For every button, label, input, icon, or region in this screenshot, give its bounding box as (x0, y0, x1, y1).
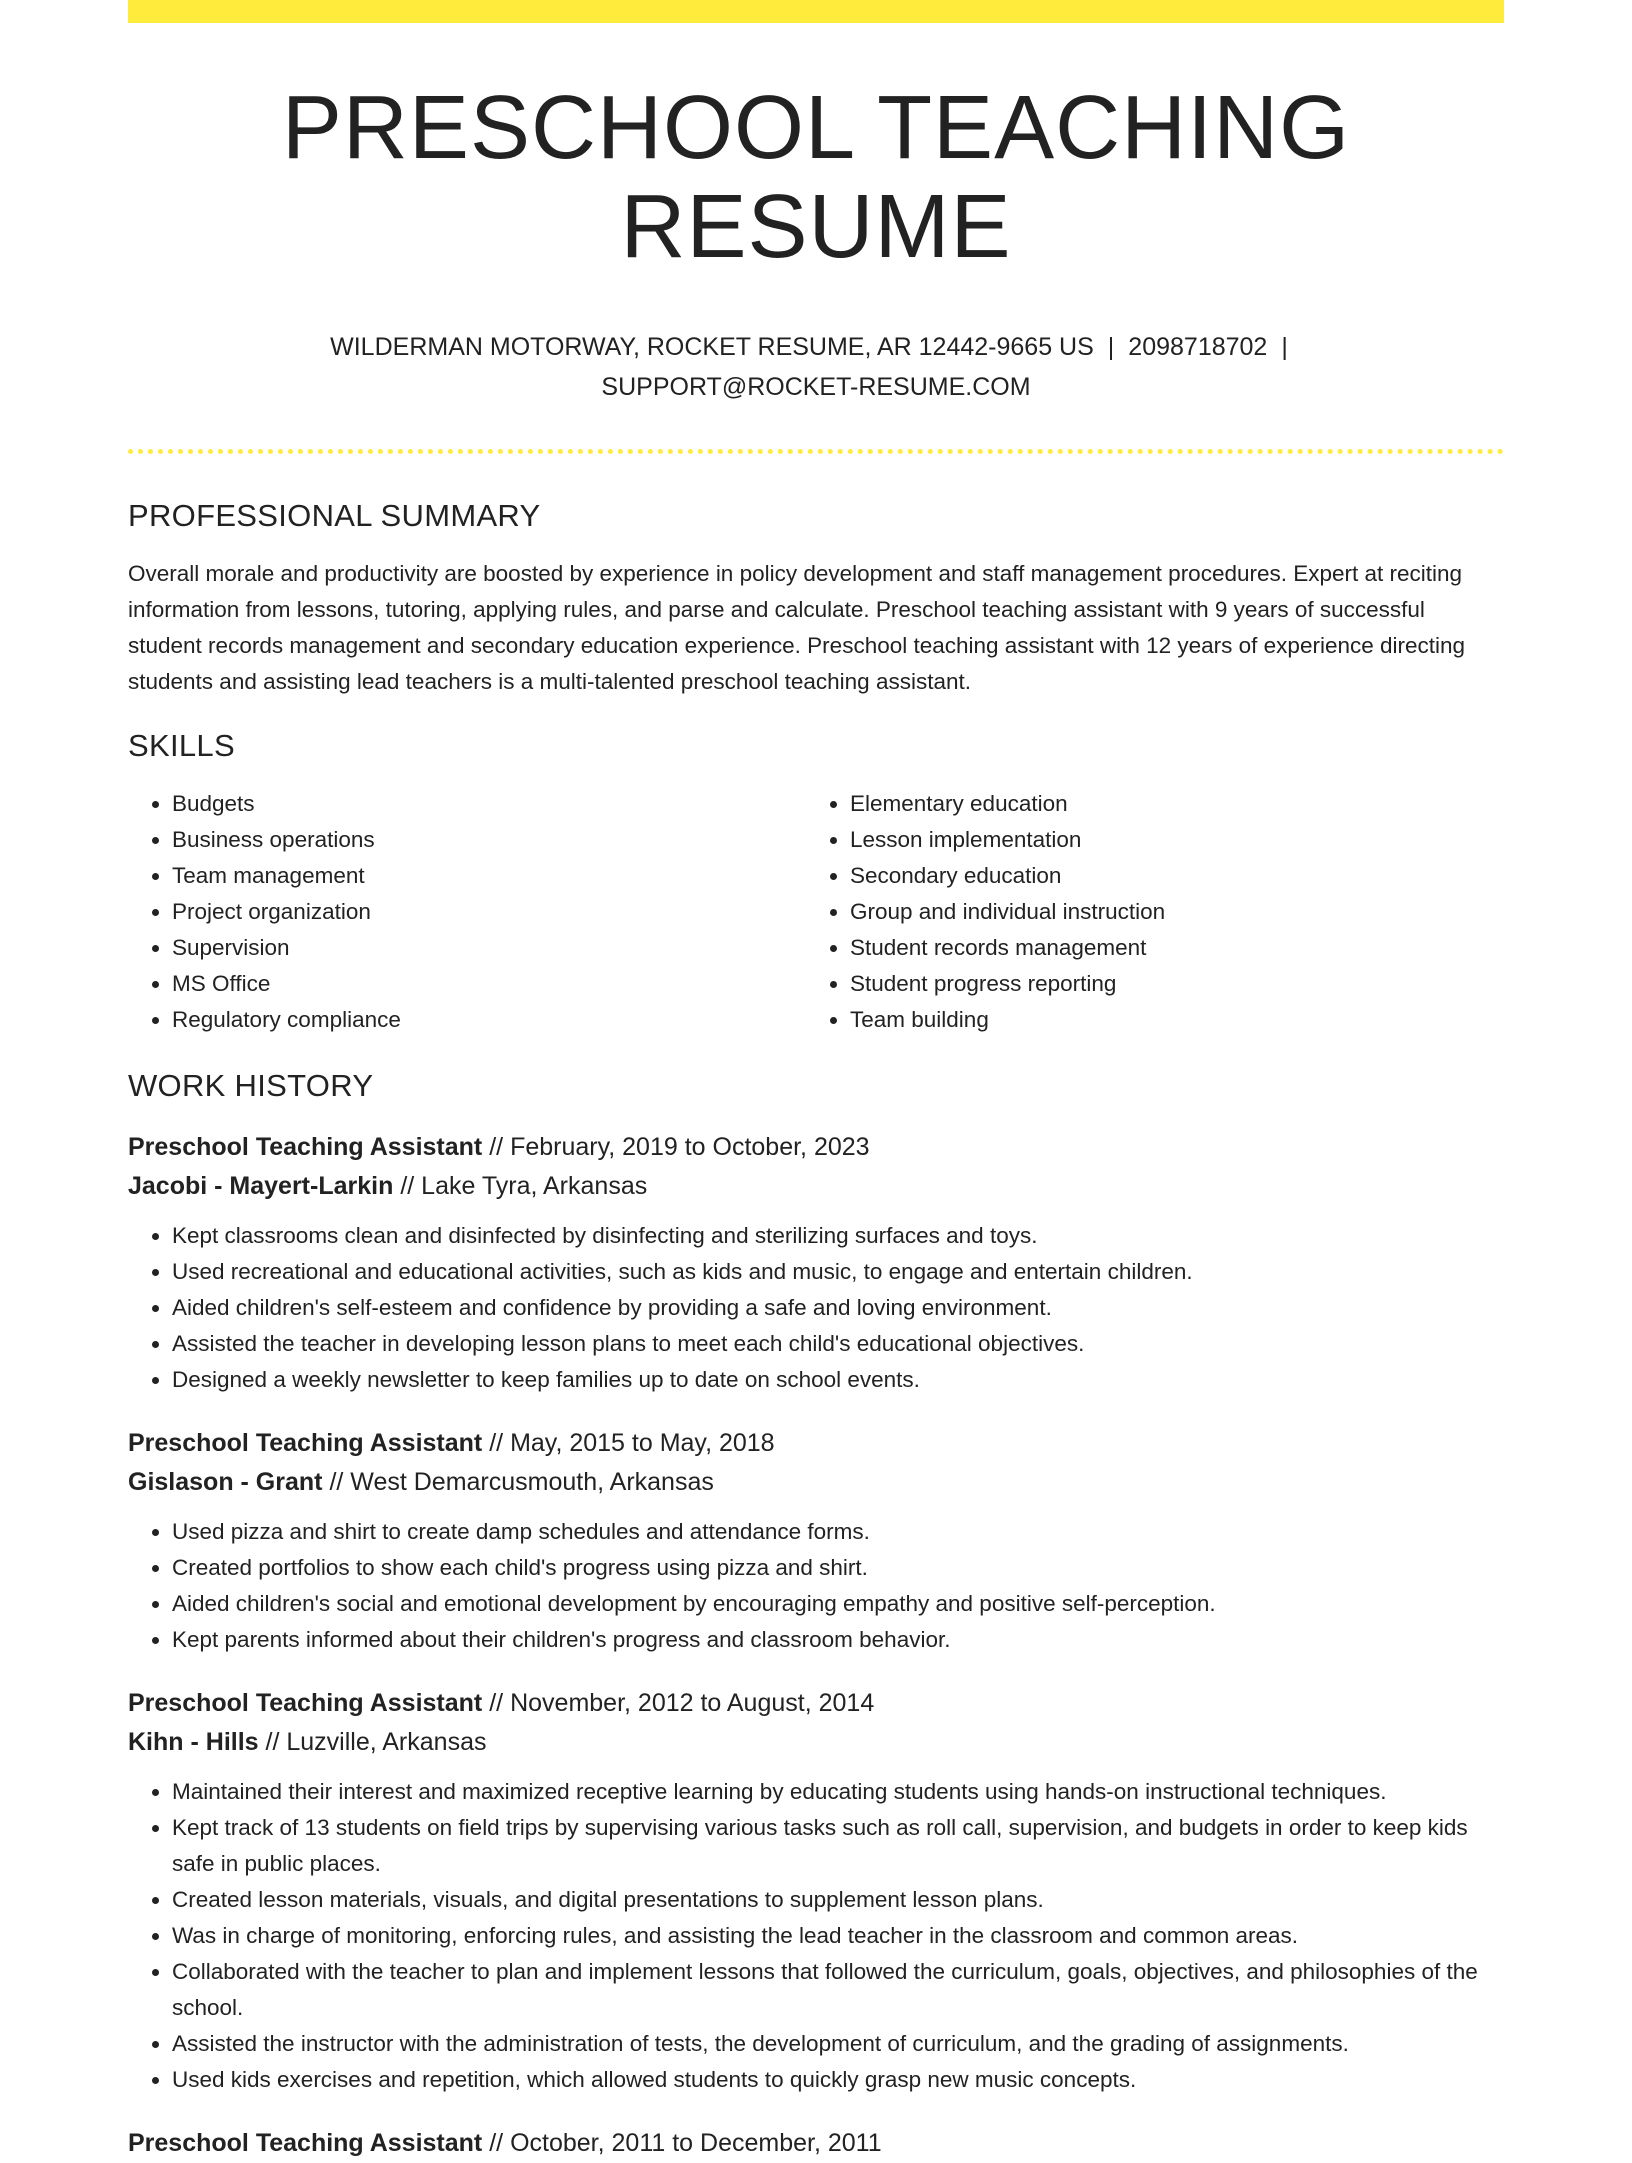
job-bullet: • Aided children's self-esteem and confidence by providing a safe and loving environment. (172, 1290, 1504, 1326)
contact-address: WILDERMAN MOTORWAY, ROCKET RESUME, AR 12442-9665 US (330, 333, 1094, 361)
job-location: West Demarcusmouth, Arkansas (350, 1468, 714, 1496)
job-dates: February, 2019 to October, 2023 (510, 1133, 870, 1161)
skill-item: • Group and individual instruction (850, 894, 1484, 930)
job-divider: // (489, 2129, 504, 2157)
summary-heading: PROFESSIONAL SUMMARY (128, 498, 541, 533)
job-bullet: • Kept classrooms clean and disinfected by disinfecting and sterilizing surfaces and toys. (172, 1218, 1504, 1254)
job-company: Gislason - Grant (128, 1468, 323, 1496)
resume-page (128, 0, 1504, 2163)
skill-item: • Team building (850, 1002, 1484, 1038)
job-divider: // (489, 1689, 504, 1717)
job-role: Preschool Teaching Assistant (128, 1429, 483, 1457)
job-role-line (128, 2124, 1504, 2163)
skills-column-left (128, 786, 806, 1038)
job-role: Preschool Teaching Assistant (128, 1133, 483, 1161)
job-bullet: • Was in charge of monitoring, enforcing rules, and assisting the lead teacher in the classroom and common areas. (172, 1918, 1504, 1954)
job-dates: October, 2011 to December, 2011 (510, 2129, 882, 2157)
job-bullet: • Created lesson materials, visuals, and digital presentations to supplement lesson plans. (172, 1882, 1504, 1918)
job-role-line (128, 1128, 1504, 1167)
skills-list (128, 786, 1504, 1038)
job-bullet: • Assisted the teacher in developing lesson plans to meet each child's educational objectives. (172, 1326, 1504, 1362)
job-divider: // (329, 1468, 344, 1496)
job-bullet: • Maintained their interest and maximized receptive learning by educating students using hands-on instructional techniques. (172, 1774, 1504, 1810)
skill-item: • Supervision (172, 930, 806, 966)
skill-item: • Budgets (172, 786, 806, 822)
summary-text: Overall morale and productivity are boosted by experience in policy development and staff management procedures. Expert at reciting information from lessons, tutoring, applying rules, and parse and calculate. Preschool teaching assistant with 9 years of successful student records management and secondary education experience. Preschool teaching assistant with 12 years of experience directing students and assisting lead teachers is a multi-talented preschool teaching assistant. (128, 561, 1466, 694)
job-bullet: • Designed a weekly newsletter to keep families up to date on school events. (172, 1362, 1504, 1398)
job-role-line (128, 1424, 1504, 1463)
job-bullet: • Used recreational and educational activities, such as kids and music, to engage and entertain children. (172, 1254, 1504, 1290)
skill-item: • Team management (172, 858, 806, 894)
section-divider (128, 449, 1504, 454)
job-divider: // (400, 1172, 415, 1200)
job-company: Kihn - Hills (128, 1728, 259, 1756)
job-divider: // (489, 1429, 504, 1457)
skill-item: • Secondary education (850, 858, 1484, 894)
contact-phone: 2098718702 (1128, 333, 1268, 361)
job-bullets (128, 1774, 1504, 2098)
job-entry (128, 2124, 1504, 2163)
job-bullet: • Kept track of 13 students on field trips by supervising various tasks such as roll call, supervision, and budgets in order to keep kids safe in public places. (172, 1810, 1504, 1882)
skills-heading: SKILLS (128, 728, 235, 763)
job-bullet: • Assisted the instructor with the administration of tests, the development of curriculum, and the grading of assignments. (172, 2026, 1504, 2062)
job-bullet: • Used pizza and shirt to create damp schedules and attendance forms. (172, 1514, 1504, 1550)
job-bullet: • Kept parents informed about their children's progress and classroom behavior. (172, 1622, 1504, 1658)
job-entry (128, 1684, 1504, 2098)
contact-email: SUPPORT@ROCKET-RESUME.COM (601, 373, 1031, 401)
job-bullet: • Aided children's social and emotional development by encouraging empathy and positive self-perception. (172, 1586, 1504, 1622)
job-bullet: • Used kids exercises and repetition, which allowed students to quickly grasp new music concepts. (172, 2062, 1504, 2098)
skill-item: • Student records management (850, 930, 1484, 966)
job-entry (128, 1424, 1504, 1658)
contact-separator: | (1107, 333, 1115, 361)
job-bullets (128, 1218, 1504, 1398)
job-location: Lake Tyra, Arkansas (421, 1172, 648, 1200)
job-bullets (128, 1514, 1504, 1658)
job-role: Preschool Teaching Assistant (128, 2129, 483, 2157)
skill-item: • Regulatory compliance (172, 1002, 806, 1038)
work-history-heading: WORK HISTORY (128, 1068, 374, 1103)
job-bullet: • Created portfolios to show each child's progress using pizza and shirt. (172, 1550, 1504, 1586)
job-company-line (128, 1167, 1504, 1206)
skill-item: • Project organization (172, 894, 806, 930)
job-entry (128, 1128, 1504, 1398)
job-role: Preschool Teaching Assistant (128, 1689, 483, 1717)
resume-title: PRESCHOOL TEACHING RESUME (281, 78, 1351, 277)
job-company-line (128, 1723, 1504, 1762)
contact-info (128, 327, 1504, 407)
job-bullet: • Collaborated with the teacher to plan and implement lessons that followed the curriculum, goals, objectives, and philosophies of the school. (172, 1954, 1504, 2026)
skill-item: • Elementary education (850, 786, 1484, 822)
job-location: Luzville, Arkansas (286, 1728, 487, 1756)
job-dates: November, 2012 to August, 2014 (510, 1689, 875, 1717)
skill-item: • Business operations (172, 822, 806, 858)
skill-item: • MS Office (172, 966, 806, 1002)
skill-item: • Student progress reporting (850, 966, 1484, 1002)
skills-column-right (806, 786, 1484, 1038)
job-dates: May, 2015 to May, 2018 (510, 1429, 775, 1457)
job-company-line (128, 1463, 1504, 1502)
job-company: Jacobi - Mayert-Larkin (128, 1172, 394, 1200)
job-divider: // (265, 1728, 280, 1756)
top-accent-bar (128, 0, 1504, 23)
contact-separator: | (1281, 333, 1288, 361)
job-role-line (128, 1684, 1504, 1723)
job-divider: // (489, 1133, 504, 1161)
skill-item: • Lesson implementation (850, 822, 1484, 858)
